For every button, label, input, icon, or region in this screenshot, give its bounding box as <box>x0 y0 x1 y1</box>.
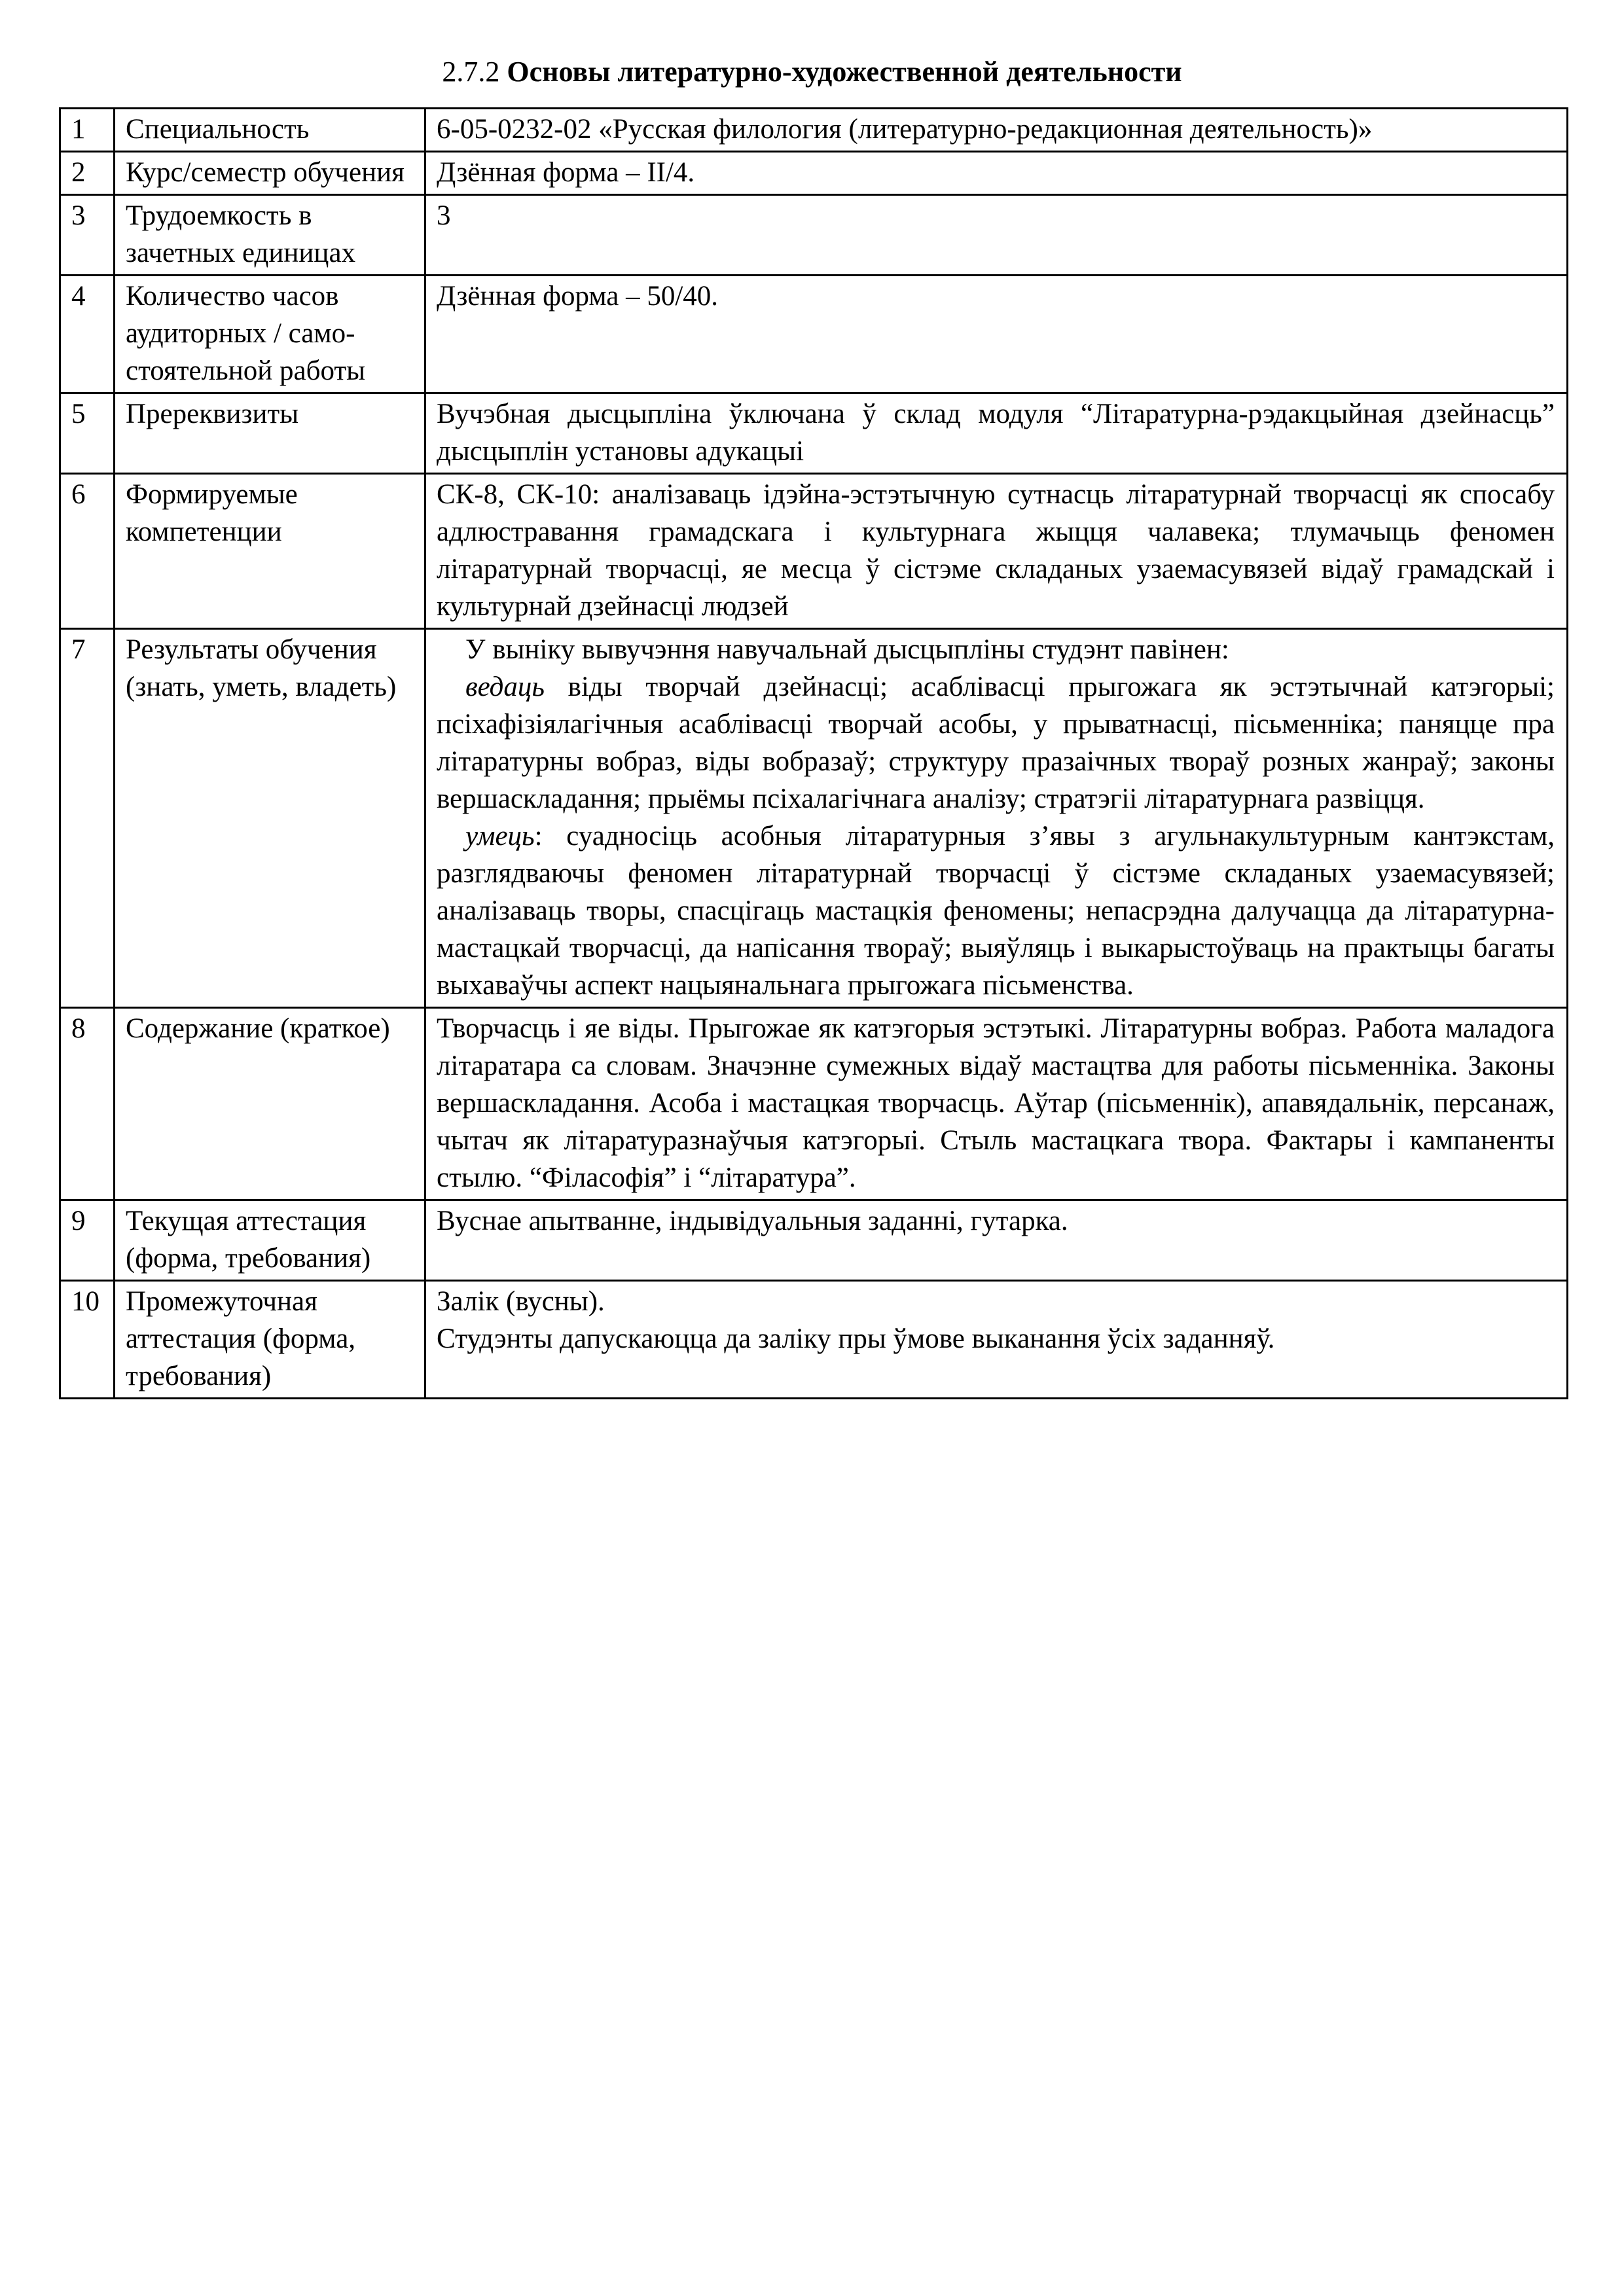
table-row <box>60 1281 1568 1399</box>
row-label: Количество часов аудиторных / само-стоятельной работы <box>115 276 425 393</box>
page-title <box>0 54 1624 90</box>
row-number: 7 <box>60 629 115 1008</box>
row-value <box>425 1281 1568 1399</box>
table-row <box>60 1200 1568 1281</box>
row-label: Трудоемкость в зачетных единицах <box>115 195 425 276</box>
able-lead: умець <box>465 821 535 852</box>
row-value: Вуснае апытванне, індывідуальныя заданні, гутарка. <box>425 1200 1568 1281</box>
row-number: 1 <box>60 109 115 152</box>
row-label: Формируемые компетенции <box>115 474 425 629</box>
assessment-requirement: Студэнты дапускаюцца да заліку пры ўмове выканання ўсіх заданняў. <box>437 1323 1275 1354</box>
row-label: Текущая аттестация (форма, требования) <box>115 1200 425 1281</box>
table-row <box>60 109 1568 152</box>
table-row <box>60 629 1568 1008</box>
row-number: 8 <box>60 1008 115 1200</box>
learning-outcomes-able <box>437 817 1555 1004</box>
row-label: Результаты обучения (знать, уметь, владеть) <box>115 629 425 1008</box>
row-number: 10 <box>60 1281 115 1399</box>
row-number: 3 <box>60 195 115 276</box>
row-label: Специальность <box>115 109 425 152</box>
discipline-card-table <box>59 107 1568 1399</box>
row-number: 4 <box>60 276 115 393</box>
row-value: Дзённая форма – 50/40. <box>425 276 1568 393</box>
row-label: Промежуточная аттестация (форма, требования) <box>115 1281 425 1399</box>
row-number: 5 <box>60 393 115 474</box>
learning-outcomes-know <box>437 668 1555 817</box>
section-name: Основы литературно-художественной деятельности <box>507 56 1182 88</box>
row-number: 2 <box>60 152 115 195</box>
row-value: Творчасць і яе віды. Прыгожае як катэгорыя эстэтыкі. Літаратурны вобраз. Работа маладога літаратара са словам. Значэнне сумежных відаў мастацтва для работы пісьменніка. Законы вершаскладання. Асоба і мастацкая творчасць. Аўтар (пісьменнік), апавядальнік, персанаж, чытач як літаратуразнаўчыя катэгорыі. Стыль мастацкага твора. Фактары і кампаненты стылю. “Філасофія” і “літаратура”. <box>425 1008 1568 1200</box>
row-value: СК-8, СК-10: аналізаваць ідэйна-эстэтычную сутнасць літаратурнай творчасці як спосабу адлюстравання грамадскага і культурнага жыцця чалавека; тлумачыць феномен літаратурнай творчасці, яе месца ў сістэме складаных узаемасувязей відаў грамадскай і культурнай дзейнасці людзей <box>425 474 1568 629</box>
table-row <box>60 152 1568 195</box>
know-lead: ведаць <box>465 672 545 702</box>
know-text: віды творчай дзейнасці; асаблівасці прыгожага як эстэтычнай катэгорыі; псіхафізіялагічныя асаблівасці творчай асобы, у прыватнасці, пісьменніка; паняцце пра літаратурны вобраз, віды вобразаў; структуру празаічных твораў розных жанраў; законы вершаскладання; прыёмы псіхалагічнага аналізу; стратэгіі літаратурнага развіцця. <box>437 672 1555 814</box>
table-row <box>60 276 1568 393</box>
row-value <box>425 629 1568 1008</box>
row-label: Содержание (краткое) <box>115 1008 425 1200</box>
row-label: Курс/семестр обучения <box>115 152 425 195</box>
row-value: Вучэбная дысцыпліна ўключана ў склад модуля “Літаратурна-рэдакцыйная дзейнасць” дысцыплін установы адукацыі <box>425 393 1568 474</box>
table-row <box>60 474 1568 629</box>
table-row <box>60 195 1568 276</box>
row-value: Дзённая форма – II/4. <box>425 152 1568 195</box>
learning-outcomes-intro: У выніку вывучэння навучальнай дысцыпліны студэнт павінен: <box>465 634 1229 665</box>
section-number: 2.7.2 <box>442 56 500 88</box>
row-number: 6 <box>60 474 115 629</box>
row-value: 3 <box>425 195 1568 276</box>
row-label: Пререквизиты <box>115 393 425 474</box>
table-row <box>60 1008 1568 1200</box>
able-text: : суадносіць асобныя літаратурныя з’явы з агульнакультурным кантэкстам, разглядваючы феномен літаратурнай творчасці ў сістэме складаных узаемасувязей; аналізаваць творы, спасцігаць мастацкія феномены; непасрэдна далучацца да літаратурна-мастацкай творчасці, да напісання твораў; выяўляць і выкарыстоўваць на практыцы багаты выхаваўчы аспект нацыянальнага прыгожага пісьменства. <box>437 821 1555 1001</box>
table-row <box>60 393 1568 474</box>
assessment-form: Залік (вусны). <box>437 1286 605 1317</box>
row-number: 9 <box>60 1200 115 1281</box>
row-value: 6-05-0232-02 «Русская филология (литературно-редакционная деятельность)» <box>425 109 1568 152</box>
